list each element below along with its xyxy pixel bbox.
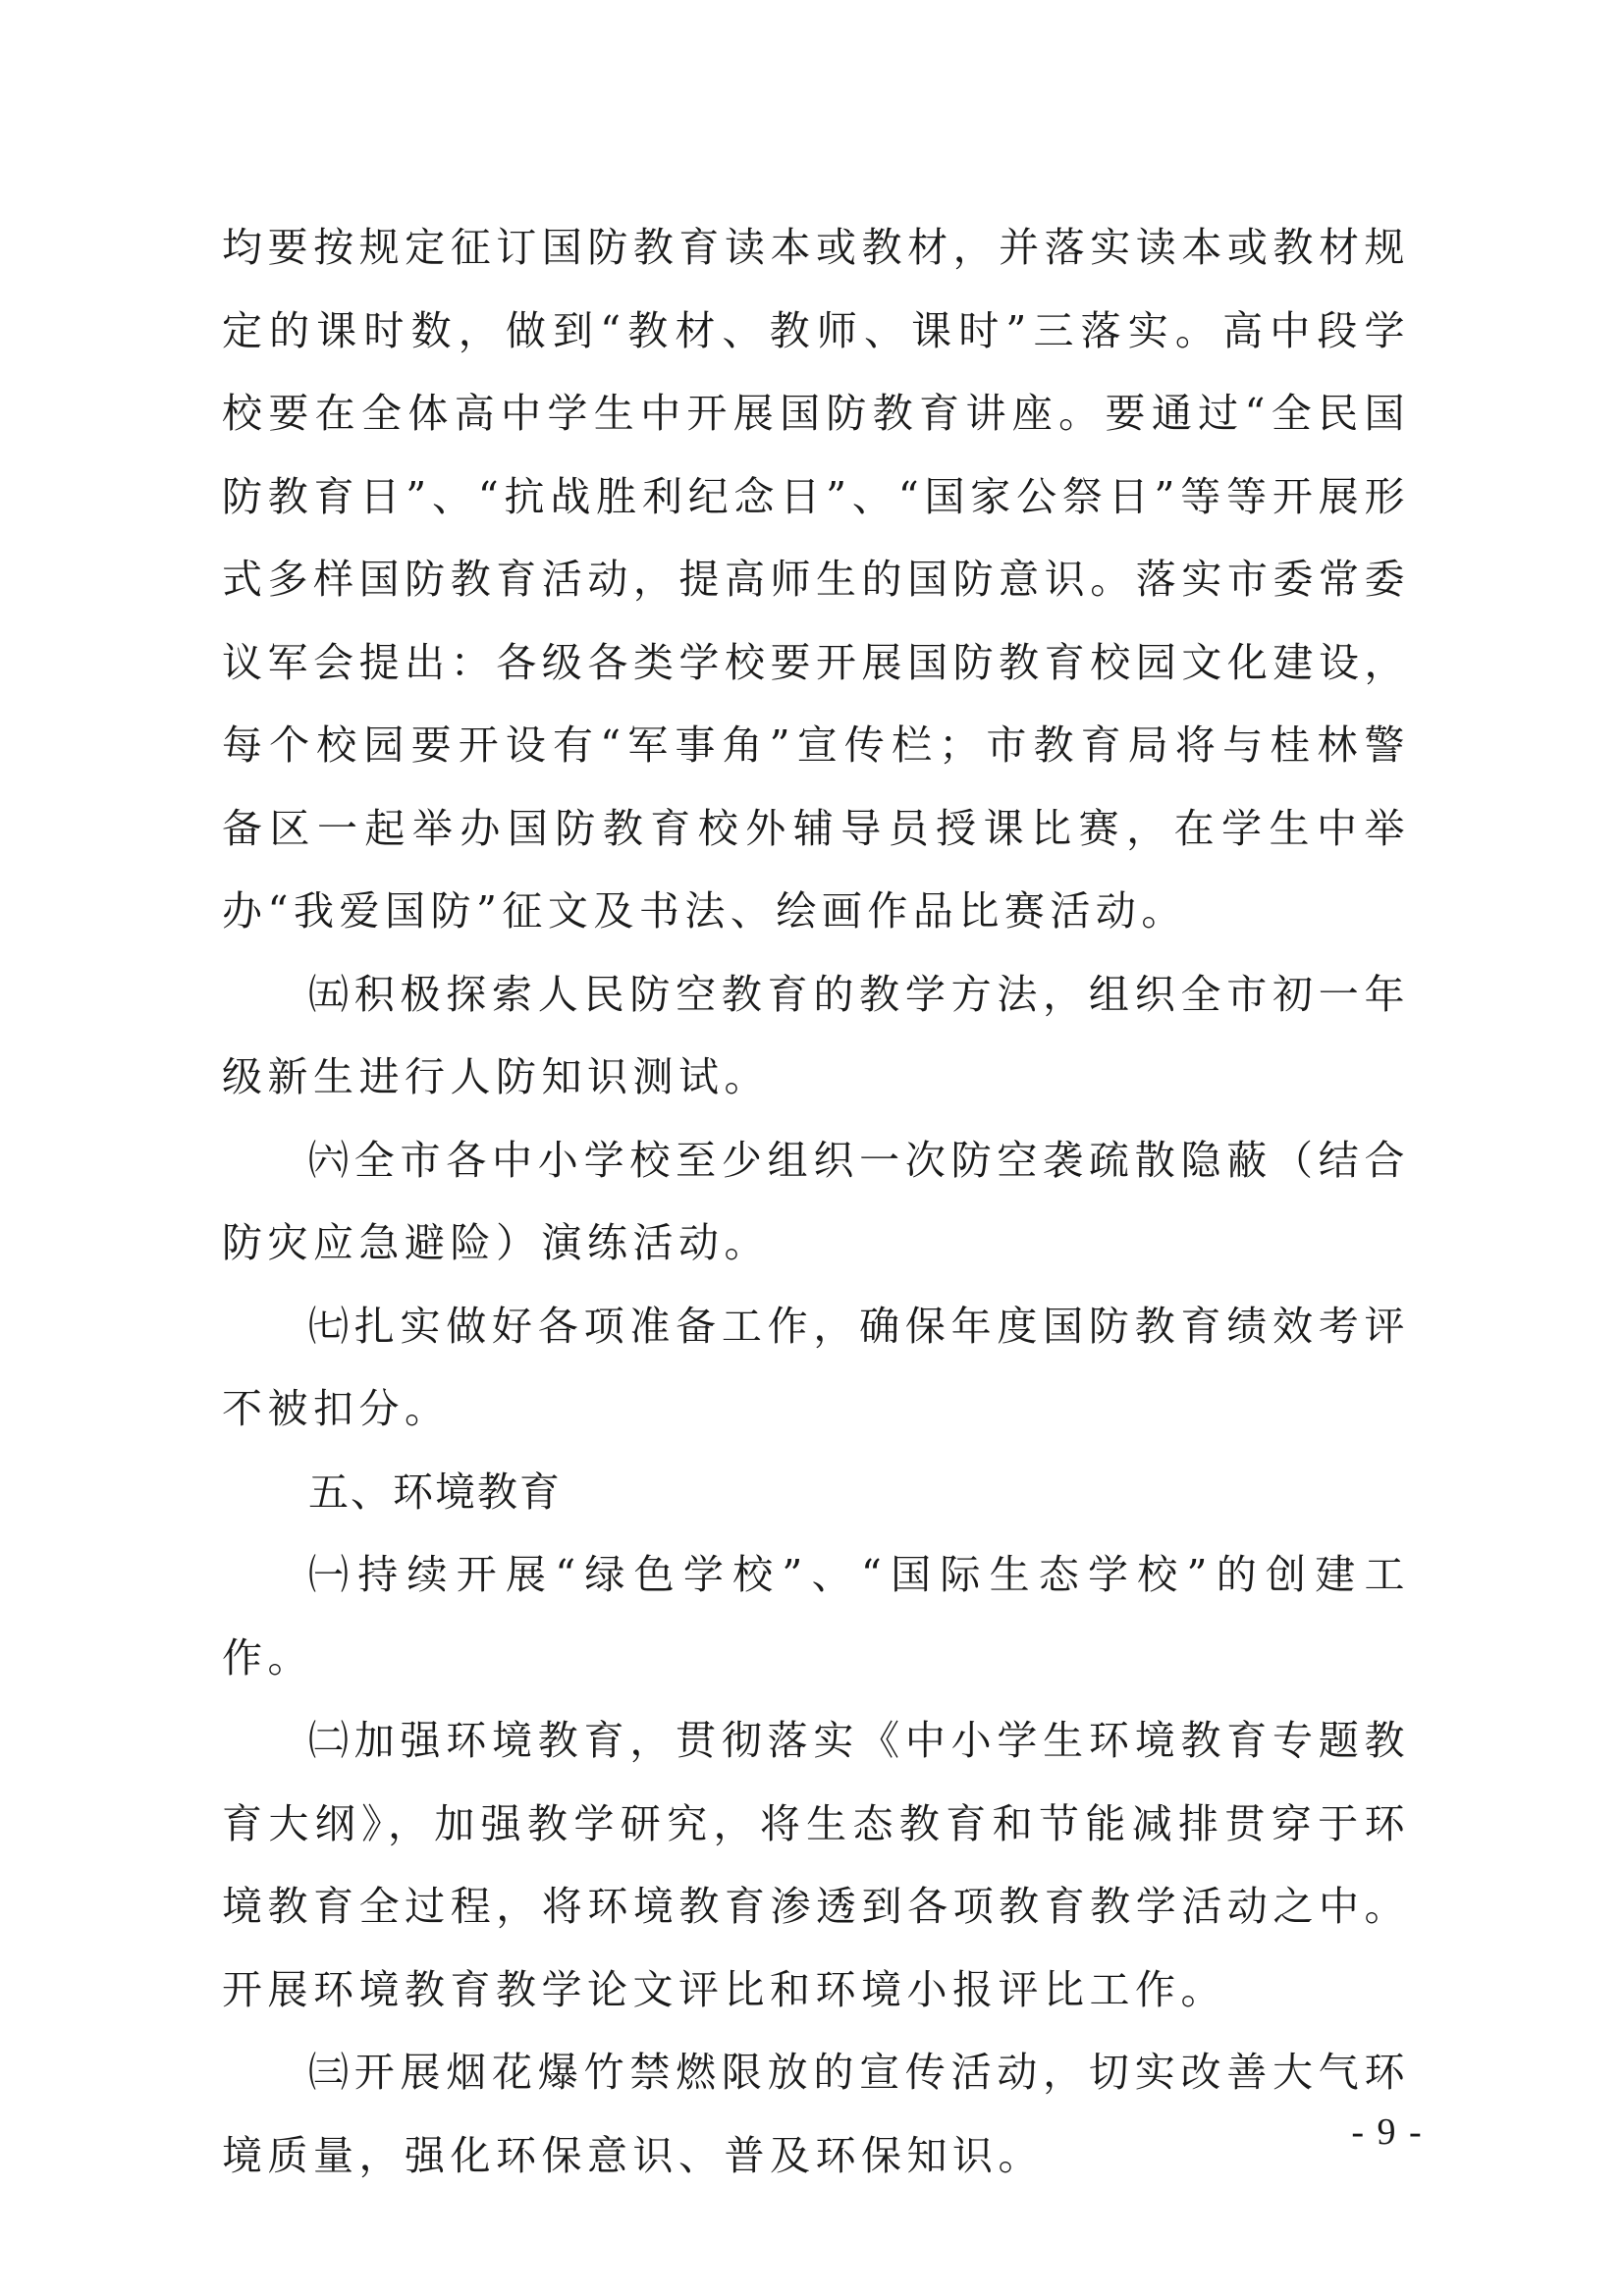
env-item-2-paragraph: ㈡加强环境教育，贯彻落实《中小学生环境教育专题教育大纲》，加强教学研究，将生态教育和节能减排贯穿于环境教育全过程，将环境教育渗透到各项教育教学活动之中。开展环境教育教学论文评比和环境小报评比工作。 [222,1717,1410,2013]
document-body [222,206,1410,2197]
page-number: - 9 - [1351,2111,1424,2153]
item-5-paragraph: ㈤积极探索人民防空教育的教学方法，组织全市初一年级新生进行人防知识测试。 [222,970,1410,1100]
section-heading-environment-education: 五、环境教育 [308,1468,562,1516]
item-7-paragraph: ㈦扎实做好各项准备工作，确保年度国防教育绩效考评不被扣分。 [222,1302,1410,1432]
env-item-1-paragraph: ㈠持续开展“绿色学校”、“国际生态学校”的创建工作。 [222,1551,1410,1682]
continued-paragraph: 均要按规定征订国防教育读本或教材，并落实读本或教材规定的课时数，做到“教材、教师、课时”三落实。高中段学校要在全体高中学生中开展国防教育讲座。要通过“全民国防教育日”、“抗战胜利纪念日”、“国家公祭日”等等开展形式多样国防教育活动，提高师生的国防意识。落实市委常委议军会提出：各级各类学校要开展国防教育校园文化建设，每个校园要开设有“军事角”宣传栏；市教育局将与桂林警备区一起举办国防教育校外辅导员授课比赛，在学生中举办“我爱国防”征文及书法、绘画作品比赛活动。 [222,224,1410,934]
item-6-paragraph: ㈥全市各中小学校至少组织一次防空袭疏散隐蔽（结合防灾应急避险）演练活动。 [222,1136,1410,1266]
env-item-3-paragraph: ㈢开展烟花爆竹禁燃限放的宣传活动，切实改善大气环境质量，强化环保意识、普及环保知识。 [222,2049,1410,2179]
